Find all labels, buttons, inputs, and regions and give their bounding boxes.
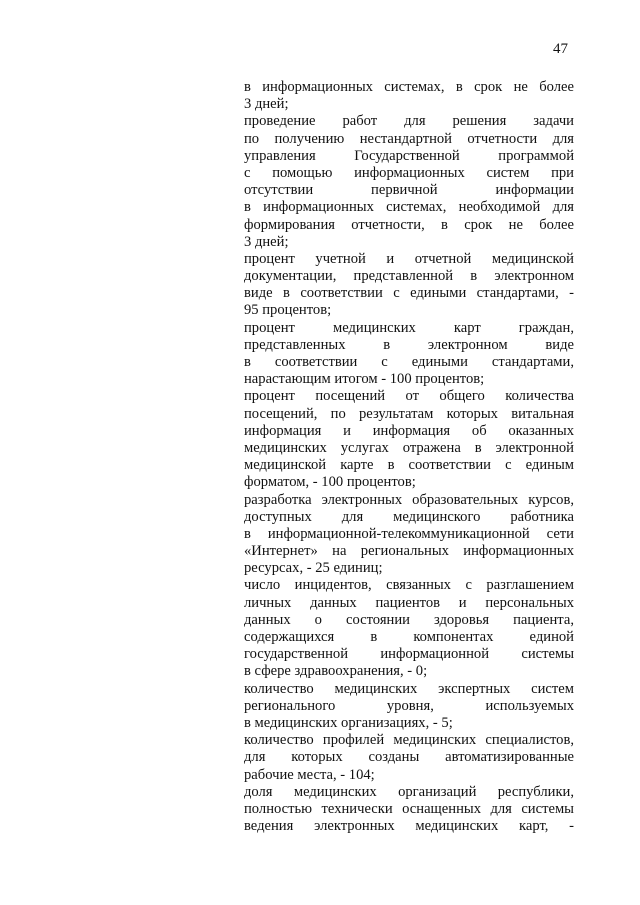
text-line: число инцидентов, связанных с разглашением — [244, 577, 574, 594]
text-line: представленных в электронном виде — [244, 336, 574, 353]
text-line: информация и информация об оказанных — [244, 422, 574, 439]
text-line: отсутствии первичной информации — [244, 182, 574, 199]
document-body — [244, 79, 574, 835]
text-line: с помощью информационных систем при — [244, 164, 574, 181]
text-line: «Интернет» на региональных информационных — [244, 543, 574, 560]
text-line: по получению нестандартной отчетности для — [244, 130, 574, 147]
text-line: форматом, - 100 процентов; — [244, 474, 416, 491]
text-line: проведение работ для решения задачи — [244, 113, 574, 130]
text-line: в информационной-телекоммуникационной сети — [244, 525, 574, 542]
text-line: личных данных пациентов и персональных — [244, 594, 574, 611]
text-line: нарастающим итогом - 100 процентов; — [244, 371, 485, 388]
text-line: рабочие места, - 104; — [244, 766, 375, 783]
text-line: полностью технически оснащенных для системы — [244, 800, 574, 817]
text-line: посещений, по результатам которых витальная — [244, 405, 574, 422]
text-line: ресурсах, - 25 единиц; — [244, 560, 383, 577]
text-line: управления Государственной программой — [244, 147, 574, 164]
page-number: 47 — [553, 41, 568, 57]
text-line: в медицинских организациях, - 5; — [244, 714, 453, 731]
text-line: формирования отчетности, в срок не более — [244, 216, 574, 233]
text-line: доля медицинских организаций республики, — [244, 783, 574, 800]
text-line: 3 дней; — [244, 96, 289, 113]
text-line: государственной информационной системы — [244, 646, 574, 663]
text-line: в информационных системах, необходимой для — [244, 199, 574, 216]
text-line: в соответствии с едиными стандартами, — [244, 354, 574, 370]
text-line: медицинской карте в соответствии с единым — [244, 457, 574, 474]
text-line: 3 дней; — [244, 233, 289, 250]
text-line: содержащихся в компонентах единой — [244, 629, 574, 645]
text-line: документации, представленной в электронном — [244, 268, 574, 285]
text-line: регионального уровня, используемых — [244, 697, 574, 714]
text-line: 95 процентов; — [244, 302, 332, 319]
text-line: в информационных системах, в срок не более — [244, 79, 574, 95]
text-line: медицинских услугах отражена в электронной — [244, 439, 574, 456]
text-line: доступных для медицинского работника — [244, 508, 574, 525]
text-line: количество медицинских экспертных систем — [244, 680, 574, 697]
text-line: ведения электронных медицинских карт, - — [244, 818, 574, 835]
text-line: количество профилей медицинских специалистов, — [244, 732, 574, 749]
text-line: виде в соответствии с едиными стандартами, - — [244, 285, 574, 302]
text-line: в сфере здравоохранения, - 0; — [244, 663, 428, 680]
text-line: разработка электронных образовательных курсов, — [244, 491, 574, 508]
text-line: процент учетной и отчетной медицинской — [244, 250, 574, 267]
text-line: процент посещений от общего количества — [244, 388, 574, 405]
text-line: для которых созданы автоматизированные — [244, 749, 574, 766]
text-line: данных о состоянии здоровья пациента, — [244, 611, 574, 628]
text-line: процент медицинских карт граждан, — [244, 319, 574, 336]
